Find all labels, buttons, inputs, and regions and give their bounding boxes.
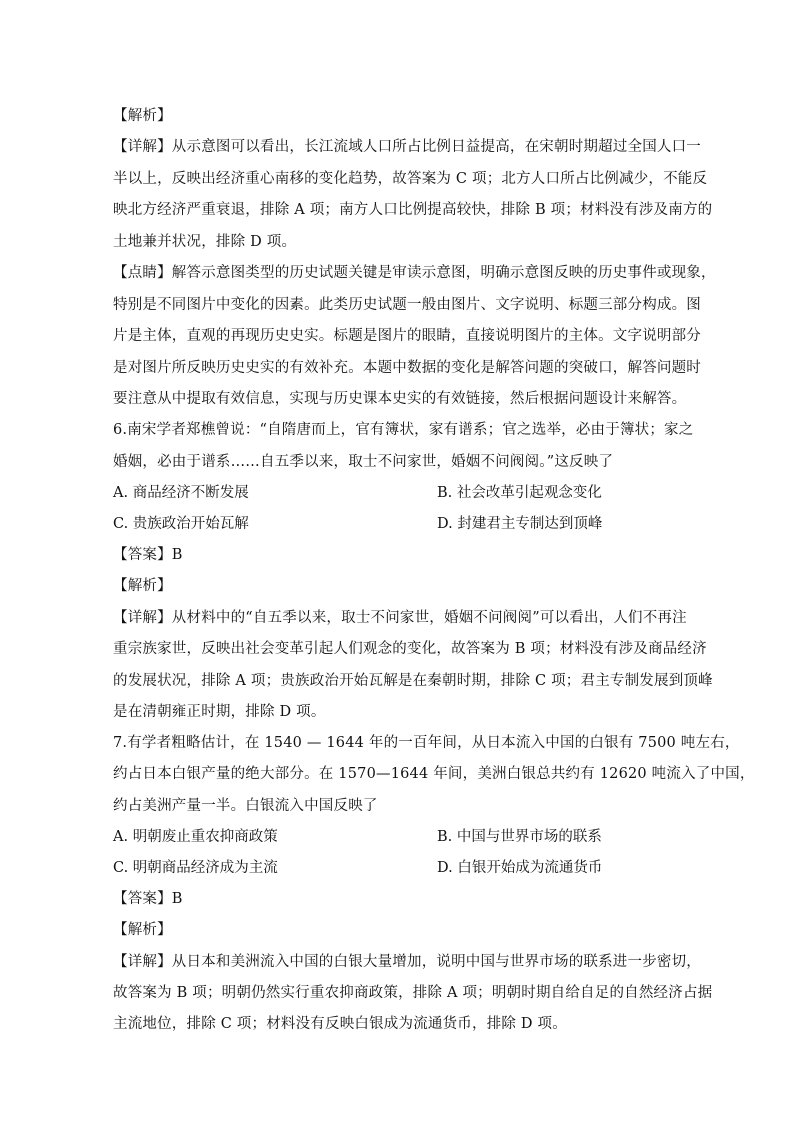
question-7-detail-line: 主流地位，排除 C 项；材料没有反映白银成为流通货币，排除 D 项。 [113, 1016, 567, 1032]
detail-line: 土地兼并状况，排除 D 项。 [113, 234, 297, 250]
question-6-detail-line: 的发展状况，排除 A 项；贵族政治开始瓦解是在秦朝时期，排除 C 项；君主专制发展到顶峰 [113, 673, 713, 689]
tip-line: 【点睛】解答示意图类型的历史试题关键是审读示意图，明确示意图反映的历史事件或现象， [113, 265, 716, 281]
detail-line: 半以上，反映出经济重心南移的变化趋势，故答案为 C 项；北方人口所占比例减少，不能反 [113, 171, 708, 187]
tip-line: 是对图片所反映历史史实的有效补充。本题中数据的变化是解答问题的突破口，解答问题时 [113, 360, 701, 376]
question-6-detail-line: 重宗族家世，反映出社会变革引起人们观念的变化，故答案为 B 项；材料没有涉及商品经济 [113, 641, 707, 657]
detail-line: 映北方经济严重衰退，排除 A 项；南方人口比例提高较快，排除 B 项；材料没有涉及南方的 [113, 202, 713, 218]
detail-line: 【详解】从示意图可以看出，长江流域人口所占比例日益提高，在宋朝时期超过全国人口一 [113, 139, 701, 155]
question-7-option-a: A. 明朝废止重农抑商政策 [113, 829, 278, 845]
question-7-detail-line: 故答案为 B 项；明朝仍然实行重农抑商政策，排除 A 项；明朝时期自给自足的自然经济占据 [113, 985, 713, 1001]
question-6-stem: 婚姻，必由于谱系……自五季以来，取士不问家世，婚姻不问阀阅。”这反映了 [113, 454, 614, 470]
question-7-stem: 约占日本白银产量的绝大部分。在 1570—1644 年间，美洲白银总共约有 12620 吨流入了中国， [113, 766, 755, 782]
question-6-answer: 【答案】B [113, 547, 183, 563]
question-6-option-a: A. 商品经济不断发展 [113, 485, 249, 501]
question-6-detail-line: 【详解】从材料中的“自五季以来，取士不问家世，婚姻不问阀阅”可以看出，人们不再注 [113, 610, 687, 626]
question-7-option-c: C. 明朝商品经济成为主流 [113, 860, 278, 876]
question-6-analysis-heading: 【解析】 [113, 578, 172, 594]
tip-line: 特别是不同图片中变化的因素。此类历史试题一般由图片、文字说明、标题三部分构成。图 [113, 297, 701, 313]
question-7-detail-line: 【详解】从日本和美洲流入中国的白银大量增加，说明中国与世界市场的联系进一步密切， [113, 954, 701, 970]
question-6-detail-line: 是在清朝雍正时期，排除 D 项。 [113, 704, 326, 720]
question-6-option-d: D. 封建君主专制达到顶峰 [437, 516, 603, 532]
question-7-option-b: B. 中国与世界市场的联系 [437, 829, 602, 845]
question-7-stem: 约占美洲产量一半。白银流入中国反映了 [113, 798, 378, 814]
tip-line: 要注意从中提取有效信息，实现与历史课本史实的有效链接，然后根据问题设计来解答。 [113, 391, 687, 407]
question-6-option-b: B. 社会改革引起观念变化 [437, 485, 602, 501]
question-6-stem: 6.南宋学者郑樵曾说：“自隋唐而上，官有簿状，家有谱系；官之选举，必由于簿状；家之 [113, 422, 694, 438]
question-7-analysis-heading: 【解析】 [113, 922, 172, 938]
tip-line: 片是主体，直观的再现历史史实。标题是图片的眼睛，直接说明图片的主体。文字说明部分 [113, 328, 701, 344]
question-7-answer: 【答案】B [113, 891, 183, 907]
analysis-heading: 【解析】 [113, 108, 172, 124]
question-7-option-d: D. 白银开始成为流通货币 [437, 860, 603, 876]
question-6-option-c: C. 贵族政治开始瓦解 [113, 516, 249, 532]
question-7-stem: 7.有学者粗略估计，在 1540 — 1644 年的一百年间，从日本流入中国的白银有 7500 吨左右， [113, 735, 740, 751]
